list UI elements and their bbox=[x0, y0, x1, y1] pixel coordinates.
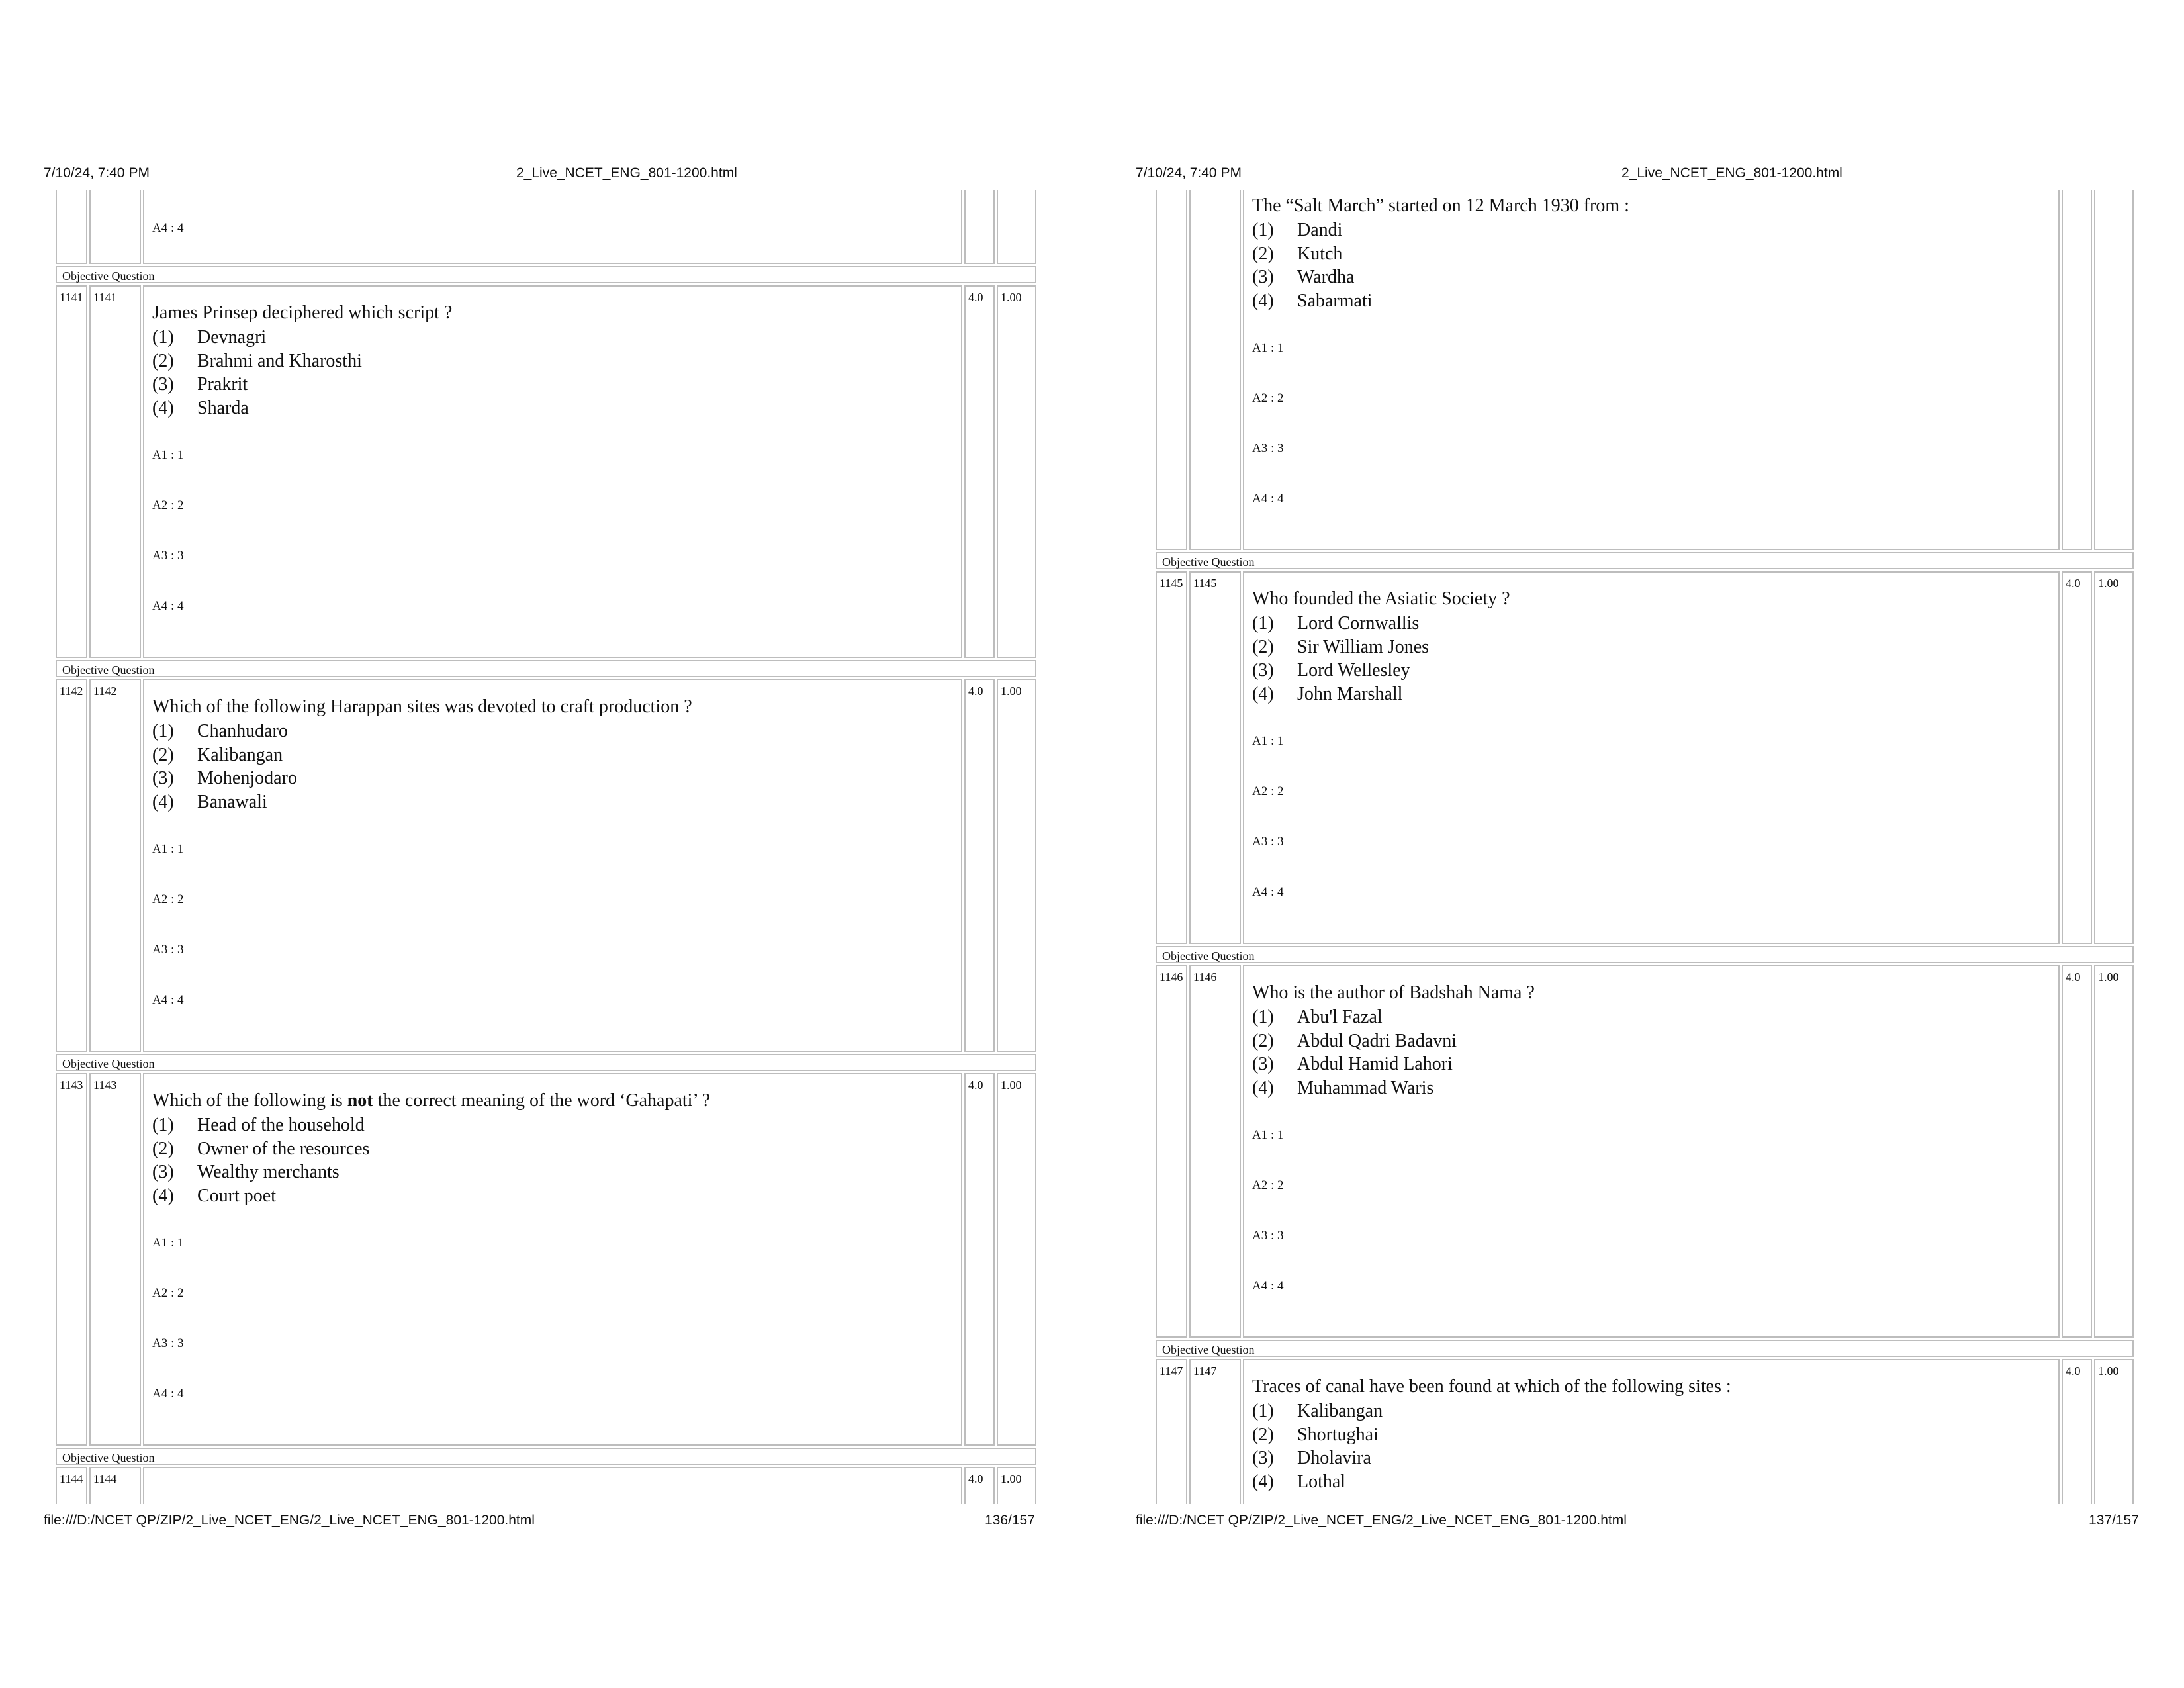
question-body bbox=[1243, 571, 2060, 944]
question-row-fragment bbox=[56, 190, 1036, 264]
option-number: (3) bbox=[1252, 1054, 1274, 1074]
question-row bbox=[1156, 1359, 2134, 1504]
option-number: (4) bbox=[1252, 1077, 1274, 1098]
answer-label: A3 : 3 bbox=[152, 943, 184, 957]
option-text: Sabarmati bbox=[1297, 290, 1373, 311]
option-text: Head of the household bbox=[197, 1115, 365, 1135]
answer-list bbox=[1252, 342, 2050, 543]
negative-marks-cell: 1.00 bbox=[2094, 1359, 2134, 1504]
question-id: 1147 bbox=[1189, 1359, 1241, 1504]
option-number: (1) bbox=[152, 721, 174, 741]
question-number: 1142 bbox=[56, 679, 87, 1052]
question-id: 1144 bbox=[89, 1467, 141, 1504]
question-type-label: Objective Question bbox=[56, 1054, 1036, 1071]
option-number: (4) bbox=[1252, 683, 1274, 704]
answer-label: A3 : 3 bbox=[1252, 835, 1284, 849]
option-text: Abdul Qadri Badavni bbox=[1297, 1030, 1457, 1051]
option-text: Kutch bbox=[1297, 243, 1343, 264]
answer-label: A3 : 3 bbox=[1252, 1229, 1284, 1243]
question-type-label: Objective Question bbox=[1156, 552, 2134, 569]
option-number: (3) bbox=[152, 1162, 174, 1182]
option bbox=[1252, 265, 2050, 289]
footer-page-number: 137/157 bbox=[2089, 1513, 2139, 1528]
answer-label: A2 : 2 bbox=[1252, 391, 1284, 405]
pdf-page-137 bbox=[1092, 0, 2184, 1688]
marks-cell: 4.0 bbox=[964, 679, 995, 1052]
option-text: Abu'l Fazal bbox=[1297, 1007, 1383, 1027]
option-text: Sharda bbox=[197, 397, 249, 418]
answer-list bbox=[152, 1237, 953, 1438]
question-text: Which of the following Harappan sites was devoted to craft production ? bbox=[152, 696, 692, 717]
question-type-label: Objective Question bbox=[1156, 1340, 2134, 1357]
option-number: (2) bbox=[152, 744, 174, 765]
question-row bbox=[56, 285, 1036, 658]
option-number: (2) bbox=[1252, 636, 1274, 657]
answer-label: A2 : 2 bbox=[152, 892, 184, 906]
option bbox=[152, 326, 953, 350]
answer-label: A4 : 4 bbox=[1252, 492, 1284, 506]
option bbox=[1252, 1053, 2050, 1076]
option-text: Brahmi and Kharosthi bbox=[197, 350, 362, 371]
option-number: (1) bbox=[1252, 1401, 1274, 1421]
option-text: Dholavira bbox=[1297, 1448, 1371, 1468]
question-number: 1143 bbox=[56, 1073, 87, 1446]
question-text: James Prinsep deciphered which script ? bbox=[152, 303, 453, 323]
footer-file-path: file:///D:/NCET QP/ZIP/2_Live_NCET_ENG/2_Live_NCET_ENG_801-1200.html bbox=[44, 1513, 535, 1528]
option bbox=[152, 743, 953, 767]
option bbox=[152, 767, 953, 790]
option-text: Kalibangan bbox=[1297, 1401, 1383, 1421]
option-number: (1) bbox=[1252, 220, 1274, 240]
marks-cell: 4.0 bbox=[964, 1467, 995, 1504]
question-id: 1141 bbox=[89, 285, 141, 658]
answer-label: A1 : 1 bbox=[1252, 734, 1284, 748]
question-row-fragment bbox=[1156, 190, 2134, 550]
option bbox=[152, 790, 953, 814]
answer-label: A4 : 4 bbox=[152, 221, 184, 235]
option-text: Chanhudaro bbox=[197, 721, 288, 741]
option-number: (4) bbox=[1252, 290, 1274, 311]
option bbox=[1252, 1029, 2050, 1053]
question-body bbox=[1243, 190, 2060, 550]
question-text: The “Salt March” started on 12 March 1930 from : bbox=[1252, 195, 1629, 216]
question-body bbox=[143, 285, 962, 658]
option-number: (3) bbox=[1252, 267, 1274, 287]
answer-label: A4 : 4 bbox=[152, 1387, 184, 1401]
question-body bbox=[1243, 965, 2060, 1338]
option-number: (4) bbox=[152, 397, 174, 418]
header-date: 7/10/24, 7:40 PM bbox=[44, 165, 150, 181]
option bbox=[152, 1184, 953, 1208]
id-cell bbox=[89, 190, 141, 264]
option-text: Wealthy merchants bbox=[197, 1162, 340, 1182]
negative-marks-cell: 1.00 bbox=[997, 1467, 1036, 1504]
question-body bbox=[143, 190, 962, 264]
option-number: (3) bbox=[152, 768, 174, 788]
sno-cell bbox=[1156, 190, 1187, 550]
question-row bbox=[56, 679, 1036, 1052]
question-id: 1146 bbox=[1189, 965, 1241, 1338]
option-text: Banawali bbox=[197, 791, 267, 812]
option-text: Lord Wellesley bbox=[1297, 660, 1410, 680]
option-text: Sir William Jones bbox=[1297, 636, 1430, 657]
answer-label: A2 : 2 bbox=[1252, 1178, 1284, 1192]
option-text: Dandi bbox=[1297, 220, 1343, 240]
option bbox=[152, 1137, 953, 1161]
option-number: (3) bbox=[1252, 660, 1274, 680]
footer-page-number: 136/157 bbox=[985, 1513, 1035, 1528]
option-number: (3) bbox=[1252, 1448, 1274, 1468]
marks-cell bbox=[2062, 190, 2092, 550]
question-table bbox=[56, 190, 1036, 1504]
question-text bbox=[152, 1089, 953, 1112]
sno-cell bbox=[56, 190, 87, 264]
option-number: (1) bbox=[152, 1115, 174, 1135]
option bbox=[1252, 1446, 2050, 1470]
question-text-part: Which of the following is bbox=[152, 1090, 347, 1111]
header-title: 2_Live_NCET_ENG_801-1200.html bbox=[516, 165, 737, 181]
question-row bbox=[56, 1467, 1036, 1504]
question-type-label: Objective Question bbox=[56, 266, 1036, 283]
answer-list bbox=[152, 843, 953, 1044]
question-text: Who founded the Asiatic Society ? bbox=[1252, 588, 1510, 609]
option bbox=[1252, 1076, 2050, 1100]
answer-label: A4 : 4 bbox=[1252, 1279, 1284, 1293]
option bbox=[1252, 1470, 2050, 1494]
option-number: (2) bbox=[1252, 243, 1274, 264]
option-number: (1) bbox=[152, 327, 174, 348]
option-number: (2) bbox=[152, 350, 174, 371]
option-text: Lord Cornwallis bbox=[1297, 613, 1420, 633]
option-text: Kalibangan bbox=[197, 744, 283, 765]
question-text: Traces of canal have been found at which of the following sites : bbox=[1252, 1376, 1731, 1397]
header-title: 2_Live_NCET_ENG_801-1200.html bbox=[1621, 165, 1843, 181]
option-text: Owner of the resources bbox=[197, 1138, 370, 1159]
option bbox=[1252, 659, 2050, 682]
option-number: (4) bbox=[152, 1185, 174, 1206]
answer-label: A4 : 4 bbox=[1252, 885, 1284, 899]
option bbox=[1252, 1006, 2050, 1029]
option bbox=[1252, 242, 2050, 266]
question-number: 1146 bbox=[1156, 965, 1187, 1338]
question-row bbox=[1156, 571, 2134, 944]
option bbox=[152, 373, 953, 397]
question-number: 1145 bbox=[1156, 571, 1187, 944]
answer-label: A2 : 2 bbox=[152, 498, 184, 512]
question-body bbox=[143, 1073, 962, 1446]
option bbox=[1252, 218, 2050, 242]
option-text: John Marshall bbox=[1297, 683, 1403, 704]
answer-label: A4 : 4 bbox=[152, 993, 184, 1007]
marks-cell: 4.0 bbox=[964, 1073, 995, 1446]
option bbox=[152, 720, 953, 743]
option-number: (4) bbox=[1252, 1471, 1274, 1492]
answer-label: A2 : 2 bbox=[152, 1286, 184, 1300]
answer-list bbox=[1252, 735, 2050, 936]
option-text: Lothal bbox=[1297, 1471, 1346, 1492]
question-body bbox=[1243, 1359, 2060, 1504]
option-text: Mohenjodaro bbox=[197, 768, 297, 788]
negative-marks-cell: 1.00 bbox=[2094, 965, 2134, 1338]
negative-marks-cell: 1.00 bbox=[2094, 571, 2134, 944]
option-text: Prakrit bbox=[197, 374, 248, 395]
option bbox=[1252, 635, 2050, 659]
marks-cell: 4.0 bbox=[2062, 1359, 2092, 1504]
option bbox=[152, 397, 953, 420]
answer-label: A1 : 1 bbox=[152, 842, 184, 856]
answer-label: A4 : 4 bbox=[152, 599, 184, 613]
question-body bbox=[143, 679, 962, 1052]
option-text: Devnagri bbox=[197, 327, 267, 348]
option-number: (4) bbox=[152, 791, 174, 812]
answer-label: A1 : 1 bbox=[1252, 341, 1284, 355]
question-body bbox=[143, 1467, 962, 1504]
question-id: 1142 bbox=[89, 679, 141, 1052]
option-text: Shortughai bbox=[1297, 1424, 1379, 1445]
id-cell bbox=[1189, 190, 1241, 550]
option bbox=[1252, 1399, 2050, 1423]
negative-marks-cell: 1.00 bbox=[997, 679, 1036, 1052]
question-row bbox=[56, 1073, 1036, 1446]
option-text: Abdul Hamid Lahori bbox=[1297, 1054, 1453, 1074]
answer-label: A3 : 3 bbox=[152, 1336, 184, 1350]
answer-label: A3 : 3 bbox=[1252, 442, 1284, 455]
option-number: (2) bbox=[152, 1138, 174, 1159]
answer-label: A1 : 1 bbox=[1252, 1128, 1284, 1142]
negative-marks-cell: 1.00 bbox=[997, 1073, 1036, 1446]
answer-label: A1 : 1 bbox=[152, 1236, 184, 1250]
question-text: Who is the author of Badshah Nama ? bbox=[1252, 982, 1535, 1003]
footer-file-path: file:///D:/NCET QP/ZIP/2_Live_NCET_ENG/2_Live_NCET_ENG_801-1200.html bbox=[1136, 1513, 1627, 1528]
option bbox=[1252, 682, 2050, 706]
option-text: Court poet bbox=[197, 1185, 276, 1206]
option-number: (1) bbox=[1252, 1007, 1274, 1027]
question-type-label: Objective Question bbox=[56, 660, 1036, 677]
negative-marks-cell: 1.00 bbox=[997, 285, 1036, 658]
option-number: (2) bbox=[1252, 1424, 1274, 1445]
marks-cell: 4.0 bbox=[2062, 965, 2092, 1338]
option bbox=[152, 1113, 953, 1137]
question-table bbox=[1156, 190, 2134, 1504]
answer-label: A3 : 3 bbox=[152, 549, 184, 563]
option-number: (3) bbox=[152, 374, 174, 395]
marks-cell bbox=[964, 190, 995, 264]
option-text: Muhammad Waris bbox=[1297, 1077, 1434, 1098]
option-number: (1) bbox=[1252, 613, 1274, 633]
option bbox=[152, 350, 953, 373]
answer-label: A1 : 1 bbox=[152, 448, 184, 462]
question-text-emphasis: not bbox=[347, 1090, 373, 1111]
question-number: 1141 bbox=[56, 285, 87, 658]
question-text-part: the correct meaning of the word ‘Gahapati’ ? bbox=[373, 1090, 711, 1111]
question-id: 1143 bbox=[89, 1073, 141, 1446]
marks-cell: 4.0 bbox=[964, 285, 995, 658]
answer-list bbox=[152, 449, 953, 650]
option bbox=[1252, 612, 2050, 635]
question-type-label: Objective Question bbox=[1156, 946, 2134, 963]
option bbox=[1252, 289, 2050, 313]
header-date: 7/10/24, 7:40 PM bbox=[1136, 165, 1242, 181]
question-type-label: Objective Question bbox=[56, 1448, 1036, 1465]
answer-list bbox=[1252, 1129, 2050, 1330]
option bbox=[152, 1160, 953, 1184]
negative-marks-cell bbox=[997, 190, 1036, 264]
question-id: 1145 bbox=[1189, 571, 1241, 944]
question-number: 1144 bbox=[56, 1467, 87, 1504]
negative-marks-cell bbox=[2094, 190, 2134, 550]
answer-label: A2 : 2 bbox=[1252, 784, 1284, 798]
question-number: 1147 bbox=[1156, 1359, 1187, 1504]
marks-cell: 4.0 bbox=[2062, 571, 2092, 944]
option-text: Wardha bbox=[1297, 267, 1355, 287]
option-number: (2) bbox=[1252, 1030, 1274, 1051]
question-row bbox=[1156, 965, 2134, 1338]
option bbox=[1252, 1423, 2050, 1447]
